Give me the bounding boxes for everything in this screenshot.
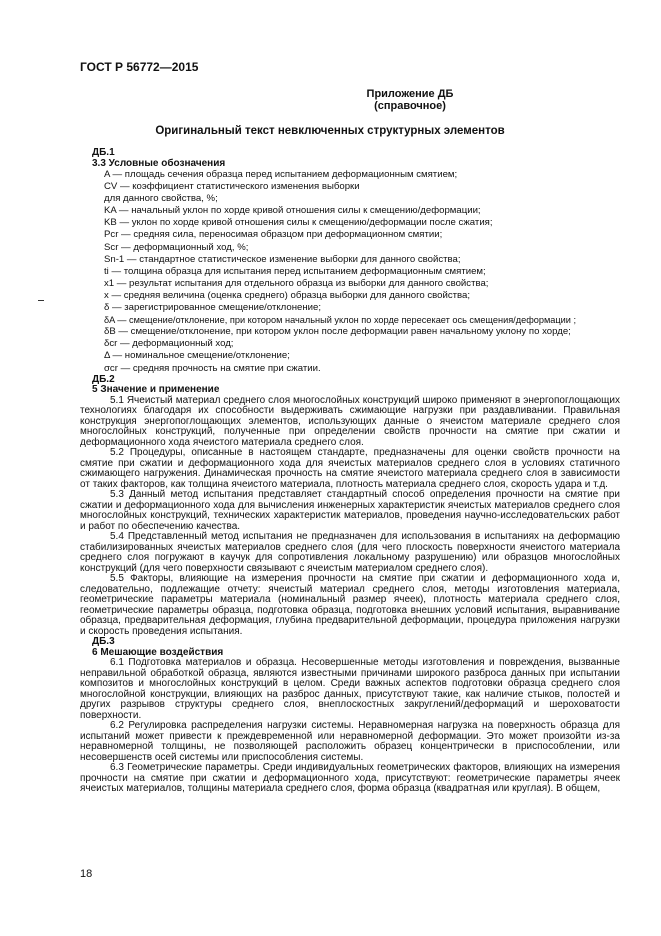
paragraph: 5.3 Данный метод испытания представляет стандартный способ определения прочности на смятие при сжатии и деформационного хода для вычисления инженерных характеристик ячеистых материалов среднего слоя многослойных конструкций, технических характеристик материалов, проведения научно-исследовательских работ и работ по обеспечению качества. (80, 489, 620, 532)
section-id: ДБ.1 (92, 147, 115, 158)
section-heading: 6 Мешающие воздействия (92, 646, 224, 658)
definition-item: для данного свойства, %; (104, 193, 218, 205)
definition-item: Sn-1 — стандартное статистическое изменение выборки для данного свойства; (104, 253, 461, 265)
section-heading: 5 Значение и применение (92, 384, 220, 396)
definition-item: δ — зарегистрированное смещение/отклонение; (104, 302, 322, 314)
definition-item: CV — коэффициент статистического изменения выборки (104, 181, 360, 193)
definition-item: ti — толщина образца для испытания перед испытанием деформационным смятием; (104, 265, 486, 277)
paragraph: 6.3 Геометрические параметры. Среди индивидуальных геометрических факторов, влияющих на измерения прочности на смятие при сжатии и деформационного хода, присутствуют: геометрические параметры ячеек ячеистых материалов, толщины материала среднего слоя, форма образца (квадратная или круглая). В общем, (80, 762, 620, 795)
definition-item: Pcr — средняя сила, переносимая образцом при деформационном смятии; (104, 229, 443, 241)
definition-item: Δ — номинальное смещение/отклонение; (104, 350, 290, 362)
page-number: 18 (80, 868, 93, 880)
definition-item: x — средняя величина (оценка среднего) образца выборки для данного свойства; (104, 289, 471, 301)
paragraph: 5.5 Факторы, влияющие на измерения прочности на смятие при сжатии и деформационного хода и, следовательно, подлежащие отчету: ячеистый материал среднего слоя, методы изготовления материала, геометрические параметры материала (номинальный размер ячеек), плотность материала среднего слоя, геометрические параметры образца, подготовка образца, подготовка внешних условий испытания, выравнивание образца, предварительная деформация, глубина предварительной деформации, процедура приложения нагрузки и скорость проведения испытания. (80, 573, 620, 637)
definition-item: δcr — деформационный ход; (104, 338, 234, 350)
definition-item: Scr — деформационный ход, %; (104, 241, 249, 253)
definition-item: δB — смещение/отклонение, при котором уклон после деформации равен начальному уклону по хорде; (104, 326, 571, 338)
appendix-title: Приложение ДБ (366, 88, 454, 100)
document-title: Оригинальный текст невключенных структурных элементов (155, 125, 505, 137)
section-id: ДБ.3 (92, 636, 115, 648)
paragraph: 5.4 Представленный метод испытания не предназначен для использования в испытаниях на деформацию стабилизированных ячеистых материалов среднего слоя (для чего плоскость поверхности ячеистого материала среднего слоя погружают в каучук для сопротивления локальному разрушению) или образцов многослойных конструкций (для чего поверхности связывают с ячеистым материалом среднего слоя). (80, 531, 620, 574)
paragraph: 5.2 Процедуры, описанные в настоящем стандарте, предназначены для оценки свойств прочности на смятие при сжатии и деформационного хода для ячеистых материалов среднего слоя в условиях статичного сжимающего нагружения. Динамическая прочность на смятие ячеистого материала среднего слоя в зависимости от таких факторов, как толщина ячеистого материала, плотность материала среднего слоя, скорость удара и т.д. (80, 447, 620, 490)
definition-item: KB — уклон по хорде кривой отношения силы к смещению/деформации после сжатия; (104, 217, 493, 229)
section-id: ДБ.2 (92, 373, 115, 385)
section-heading: 3.3 Условные обозначения (92, 157, 226, 169)
appendix-subtitle: (справочное) (374, 100, 446, 112)
margin-mark (38, 300, 44, 301)
paragraph: 5.1 Ячеистый материал среднего слоя многослойных конструкций широко применяют в энергопоглощающих технологиях благодаря их способности выдерживать сжимающие нагрузки при раздавливании. Правильная конструкция энергопоглощающих элементов, использующих данные о ячеистом материале среднего слоя многослойных конструкций, полученные при определении свойств прочности на смятие при сжатии и деформационного хода ячеистого материала среднего слоя. (80, 394, 620, 448)
definition-item: δA — смещение/отклонение, при котором начальный уклон по хорде пересекает ось смещения/деформации ; (104, 315, 577, 326)
definition-item: KA — начальный уклон по хорде кривой отношения силы к смещению/деформации; (104, 205, 481, 217)
definition-item: σcr — средняя прочность на смятие при сжатии. (104, 362, 321, 374)
paragraph: 6.1 Подготовка материалов и образца. Несовершенные методы изготовления и повреждения, вызванные неправильной обработкой образца, являются известными причинами широкого разброса данных при испытании композитов и многослойных конструкций в целом. Среди важных аспектов подготовки образца среднего слоя многослойной конструкции, влияющих на разброс данных, присутствуют такие, как наличие стыков, полостей и других разрывов структуры среднего слоя, внеплоскостных закруглений/деформаций и шероховатости поверхности. (80, 657, 620, 721)
definition-list (80, 169, 620, 375)
paragraph: 6.2 Регулировка распределения нагрузки системы. Неравномерная нагрузка на поверхность образца для испытаний может привести к преждевременной или неравномерной деформации. Это может произойти из-за неравномерной толщины, не позволяющей расположить образец концентрически в приспособлении, или несовершенств осей системы или приспособления системы. (80, 720, 620, 763)
doc-code: ГОСТ Р 56772—2015 (80, 60, 199, 74)
definition-item: x1 — результат испытания для отдельного образца из выборки для данного свойства; (104, 277, 489, 289)
document-body (80, 148, 620, 795)
definition-item: A — площадь сечения образца перед испытанием деформационным смятием; (104, 169, 458, 180)
